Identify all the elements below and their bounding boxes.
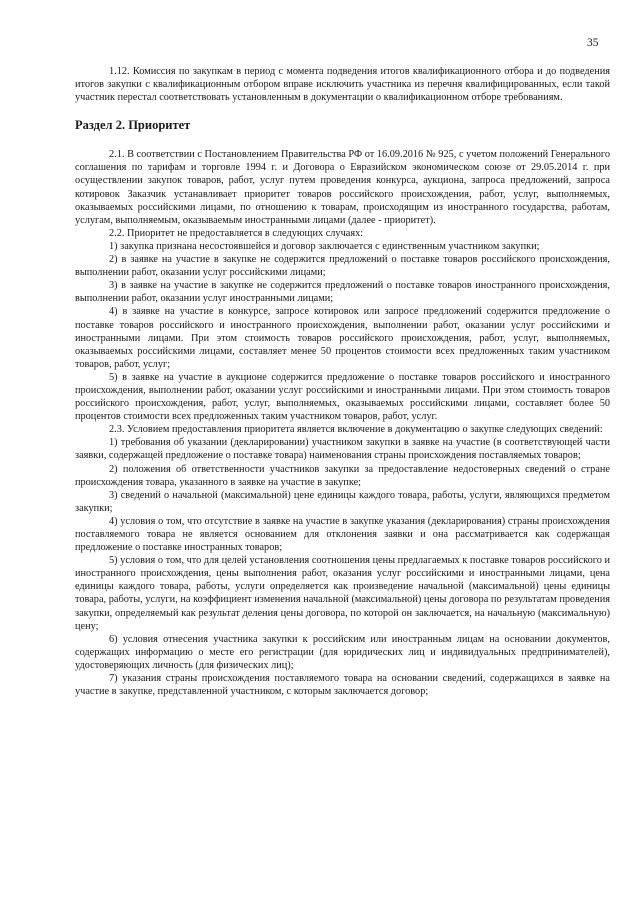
list-item-2-2-4: 4) в заявке на участие в конкурсе, запросе котировок или запросе предложений содержится предложение о поставке товаров российского и иностранного происхождения, выполнении работ, оказании услуг российскими и иностранными лицами. При этом стоимость товаров российского происхождения, работ, услуг, выполняемых, оказываемых российскими лицами, составляет менее 50 процентов стоимости всех предложенных таким участником товаров, работ, услуг; [75, 306, 610, 370]
list-item-2-3-5: 5) условия о том, что для целей установления соотношения цены предлагаемых к поставке товаров российского и иностранного происхождения, цены выполнения работ, оказания услуг российскими и иностранными лицами, цена единицы каждого товара, работы, услуги определяется как произведение начальной (максимальной) цены единицы товара, работы, услуги, на коэффициент изменения начальной (максимальной) цены договора по результатам проведения закупки, определяемый как результат деления цены договора, по которой он заключается, на начальную (максимальную) цену; [75, 555, 610, 632]
list-item-2-3-4: 4) условия о том, что отсутствие в заявке на участие в закупке указания (декларирования) страны происхождения поставляемого товара не является основанием для отклонения заявки и она рассматривается как содержащая предложение о поставке иностранных товаров; [75, 515, 610, 554]
list-item-2-2-3: 3) в заявке на участие в закупке не содержится предложений о поставке товаров иностранного происхождения, выполнении работ, оказании услуг иностранными лицами; [75, 280, 610, 305]
list-item-2-3-7: 7) указания страны происхождения поставляемого товара на основании сведений, содержащихся в заявке на участие в закупке, представленной участником, с которым заключается договор; [75, 673, 610, 698]
paragraph-2-1: 2.1. В соответствии с Постановлением Правительства РФ от 16.09.2016 № 925, с учетом положений Генерального соглашения по тарифам и торговле 1994 г. и Договора о Евразийском экономическом союзе от 29.05.2014 г. при осуществлении закупок товаров, работ, услуг путем проведения конкурса, аукциона, запроса предложений, запроса котировок Заказчик устанавливает приоритет товаров российского происхождения, работ, услуг, выполняемых, оказываемых российскими лицами, по отношению к товарам, происходящим из иностранного государства, работам, услугам, выполняемым, оказываемым иностранными лицами (далее - приоритет). [75, 149, 610, 226]
list-item-2-3-6: 6) условия отнесения участника закупки к российским или иностранным лицам на основании документов, содержащих информацию о месте его регистрации (для юридических лиц и индивидуальных предпринимателей), удостоверяющих личность (для физических лиц); [75, 633, 610, 671]
paragraph-2-2: 2.2. Приоритет не предоставляется в следующих случаях: [109, 227, 364, 239]
list-item-2-3-2: 2) положения об ответственности участников закупки за предоставление недостоверных сведений о стране происхождения товара, указанного в заявке на участие в закупке; [75, 463, 610, 488]
list-item-2-2-1: 1) закупка признана несостоявшейся и договор заключается с единственным участником закупки; [109, 240, 540, 252]
list-item-2-2-2: 2) в заявке на участие в закупке не содержится предложений о поставке товаров российского происхождения, выполнении работ, оказании услуг российскими лицами; [75, 254, 610, 279]
paragraph-2-3: 2.3. Условием предоставления приоритета является включение в документацию о закупке следующих сведений: [109, 424, 603, 436]
page-number: 35 [587, 37, 599, 49]
intro-paragraph: 1.12. Комиссия по закупкам в период с момента подведения итогов квалификационного отбора и до подведения итогов закупки с квалификационным отбором вправе исключить участника из перечня квалифицированных, если такой участник перестал соответствовать установленным в документации о квалификационном отборе требованиям. [75, 66, 610, 104]
list-item-2-3-3: 3) сведений о начальной (максимальной) цене единицы каждого товара, работы, услуги, являющихся предметом закупки; [75, 489, 610, 514]
list-item-2-2-5: 5) в заявке на участие в аукционе содержится предложение о поставке товаров российского и иностранного происхождения, выполнении работ, оказании услуг российскими и иностранными лицами. При этом стоимость товаров российского происхождения, работ, услуг, выполняемых, оказываемых российскими лицами, составляет более 50 процентов стоимости всех предложенных таким участником товаров, работ, услуг. [75, 371, 610, 423]
page-body [75, 65, 610, 698]
section-title: Раздел 2. Приоритет [75, 118, 191, 133]
list-item-2-3-1: 1) требования об указании (декларировании) участником закупки в заявке на участие (в соответствующей части заявки, содержащей предложение о поставке товара) наименования страны происхождения поставляемых товаров; [75, 437, 610, 462]
